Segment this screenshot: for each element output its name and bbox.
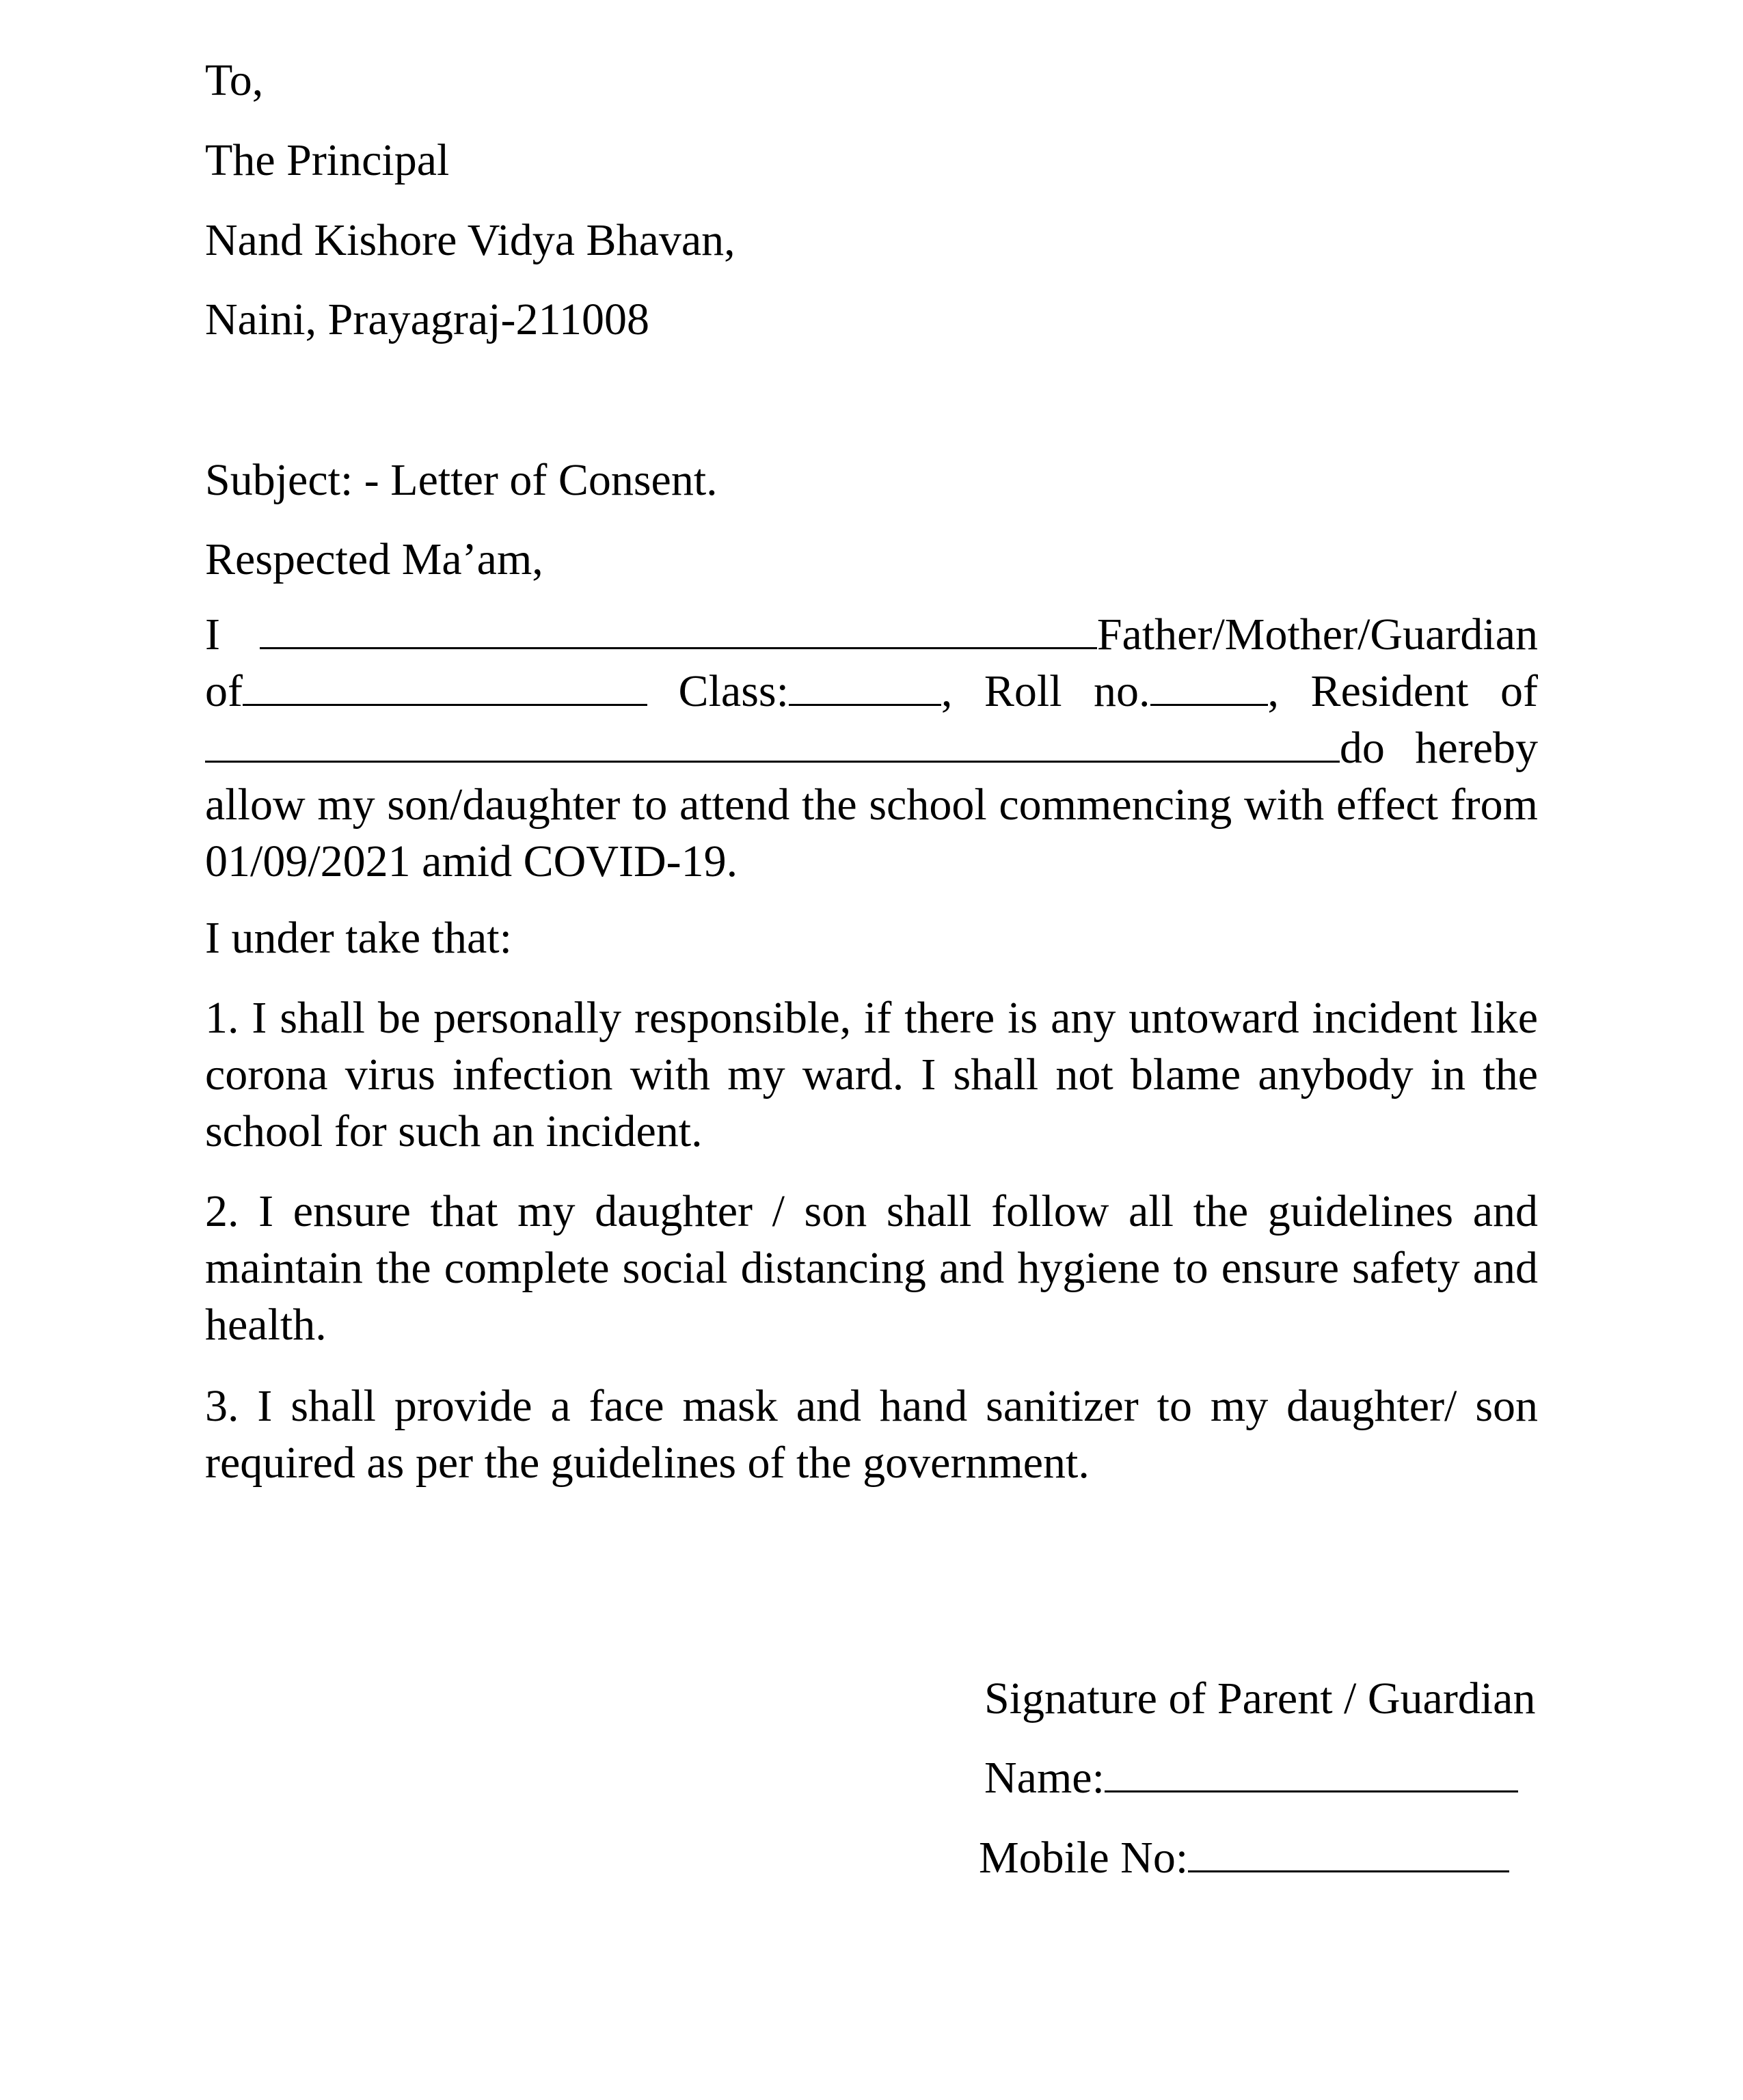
of-label: of [205,666,243,716]
name-label: Name: [984,1753,1105,1803]
consent-line-2 [205,663,1538,720]
point-1-text: 1. I shall be personally responsible, if there is any untoward incident like corona virus infection with my ward. I shall not blame anybody in the school for such an incident. [205,993,1538,1156]
roll-label: , Roll no. [941,666,1150,716]
signature-name-row [984,1751,1518,1805]
i-label: I [205,610,220,659]
signature-title: Signature of Parent / Guardian [984,1674,1536,1723]
subject-line: Subject: - Letter of Consent. [205,455,718,505]
consent-line-3 [205,720,1538,776]
residence-blank[interactable] [205,721,1340,763]
signature-mobile-row [979,1831,1509,1885]
parent-name-blank[interactable] [260,608,1097,649]
point-3 [205,1378,1538,1491]
recipient-line: The Principal [205,135,450,185]
relation-label: Father/Mother/Guardian [1096,610,1538,659]
hereby-label: do hereby [1339,723,1538,773]
greeting-line: Respected Ma’am, [205,534,543,584]
point-2-text: 2. I ensure that my daughter / son shall follow all the guidelines and maintain the complete social distancing and hygiene to ensure safety and health. [205,1186,1538,1350]
mobile-number-blank[interactable] [1188,1831,1509,1872]
class-blank[interactable] [789,664,941,706]
roll-number-blank[interactable] [1150,664,1268,706]
to-line: To, [205,55,264,105]
roll-resident-inner [1150,663,1538,720]
resident-label: , Resident of [1267,666,1538,716]
school-name-line: Nand Kishore Vidya Bhavan, [205,215,735,265]
consent-paragraph [205,606,1538,890]
point-3-text: 3. I shall provide a face mask and hand sanitizer to my daughter/ son required as per the guidelines of the government. [205,1381,1538,1488]
consent-continuation: allow my son/daughter to attend the school commencing with effect from 01/09/2021 amid COVID-19. [205,780,1538,886]
consent-line-1 [205,606,1538,663]
mobile-label: Mobile No: [979,1833,1189,1883]
roll-resident-group [941,663,1538,720]
point-1 [205,990,1538,1160]
point-2 [205,1183,1538,1353]
undertake-line: I under take that: [205,913,512,963]
student-name-blank[interactable] [243,664,647,706]
signature-name-blank[interactable] [1105,1751,1518,1792]
school-address-line: Naini, Prayagraj-211008 [205,295,650,344]
class-label: Class: [678,666,789,716]
